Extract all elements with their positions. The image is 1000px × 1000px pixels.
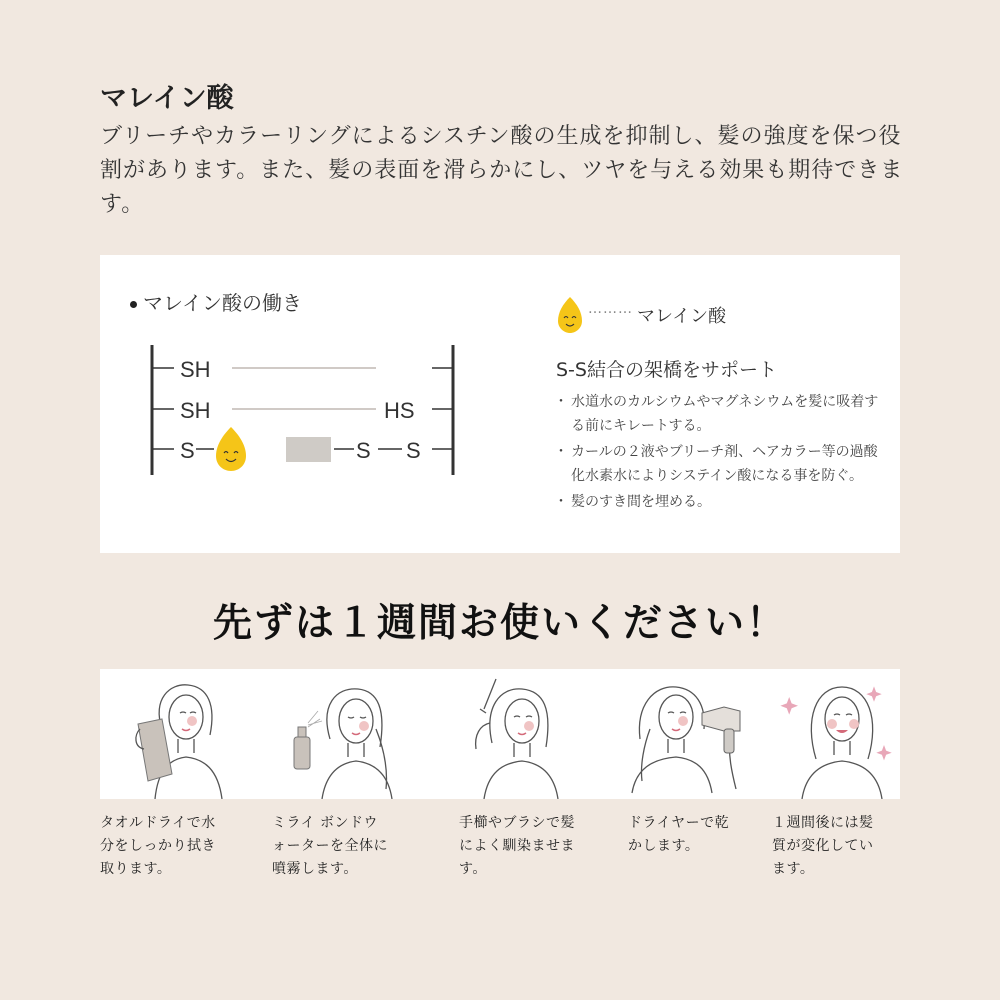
row3-left-label: S [180,438,195,463]
step-2-text: ミライ ボンドウ ォーターを全体に 噴霧します。 [272,815,388,877]
maleic-acid-legend-icon [555,295,585,335]
row3-mid-label: S [356,438,371,463]
happy-result-illustration [770,669,930,799]
diagram-heading [130,287,302,316]
spray-illustration [260,669,420,799]
step-4-text: ドライヤーで乾 かします。 [628,815,730,854]
ss-bond-heading: S-S結合の架橋をサポート [556,359,777,381]
towel-dry-illustration [100,669,260,799]
comb-illustration [440,669,600,799]
section-title: マレイン酸 [100,83,234,114]
row2-left-label: SH [180,398,211,423]
row2-right-label: HS [384,398,415,423]
maleic-acid-drop-icon [216,427,246,471]
hair-dryer-illustration [620,669,780,799]
step-1-text: タオルドライで水 分をしっかり拭き 取ります。 [100,815,216,877]
bullet-list [556,390,886,516]
row3-right-label: S [406,438,421,463]
bullet-item: ・ カールの２液やブリーチ剤、ヘアカラー等の過酸化水素水によりシステイン酸になる事を防ぐ。 [556,440,886,488]
gap-box [286,437,331,462]
row1-left-label: SH [180,357,211,382]
bullet-dot-icon [130,301,137,308]
steps-illustration-panel [100,669,900,799]
bullet-item: ・ 髪のすき間を埋める。 [556,490,886,514]
bullet-item: ・ 水道水のカルシウムやマグネシウムを髪に吸着する前にキレートする。 [556,390,886,438]
diagram-heading-text: マレイン酸の働き [143,291,302,315]
cta-heading: 先ずは１週間お使いください！ [212,601,787,646]
step-3-text: 手櫛やブラシで髪 によく馴染ませま す。 [459,815,575,877]
bond-structure-diagram [140,340,520,480]
legend-label: マレイン酸 [637,306,727,327]
diagram-card [100,255,900,553]
step-5-text: １週間後には髪 質が変化してい ます。 [772,815,874,877]
section-description: ブリーチやカラーリングによるシスチン酸の生成を抑制し、髪の強度を保つ役割があります。また、髪の表面を滑らかにし、ツヤを与える効果も期待できます。 [100,124,904,217]
legend-dots: ……… [588,301,633,317]
